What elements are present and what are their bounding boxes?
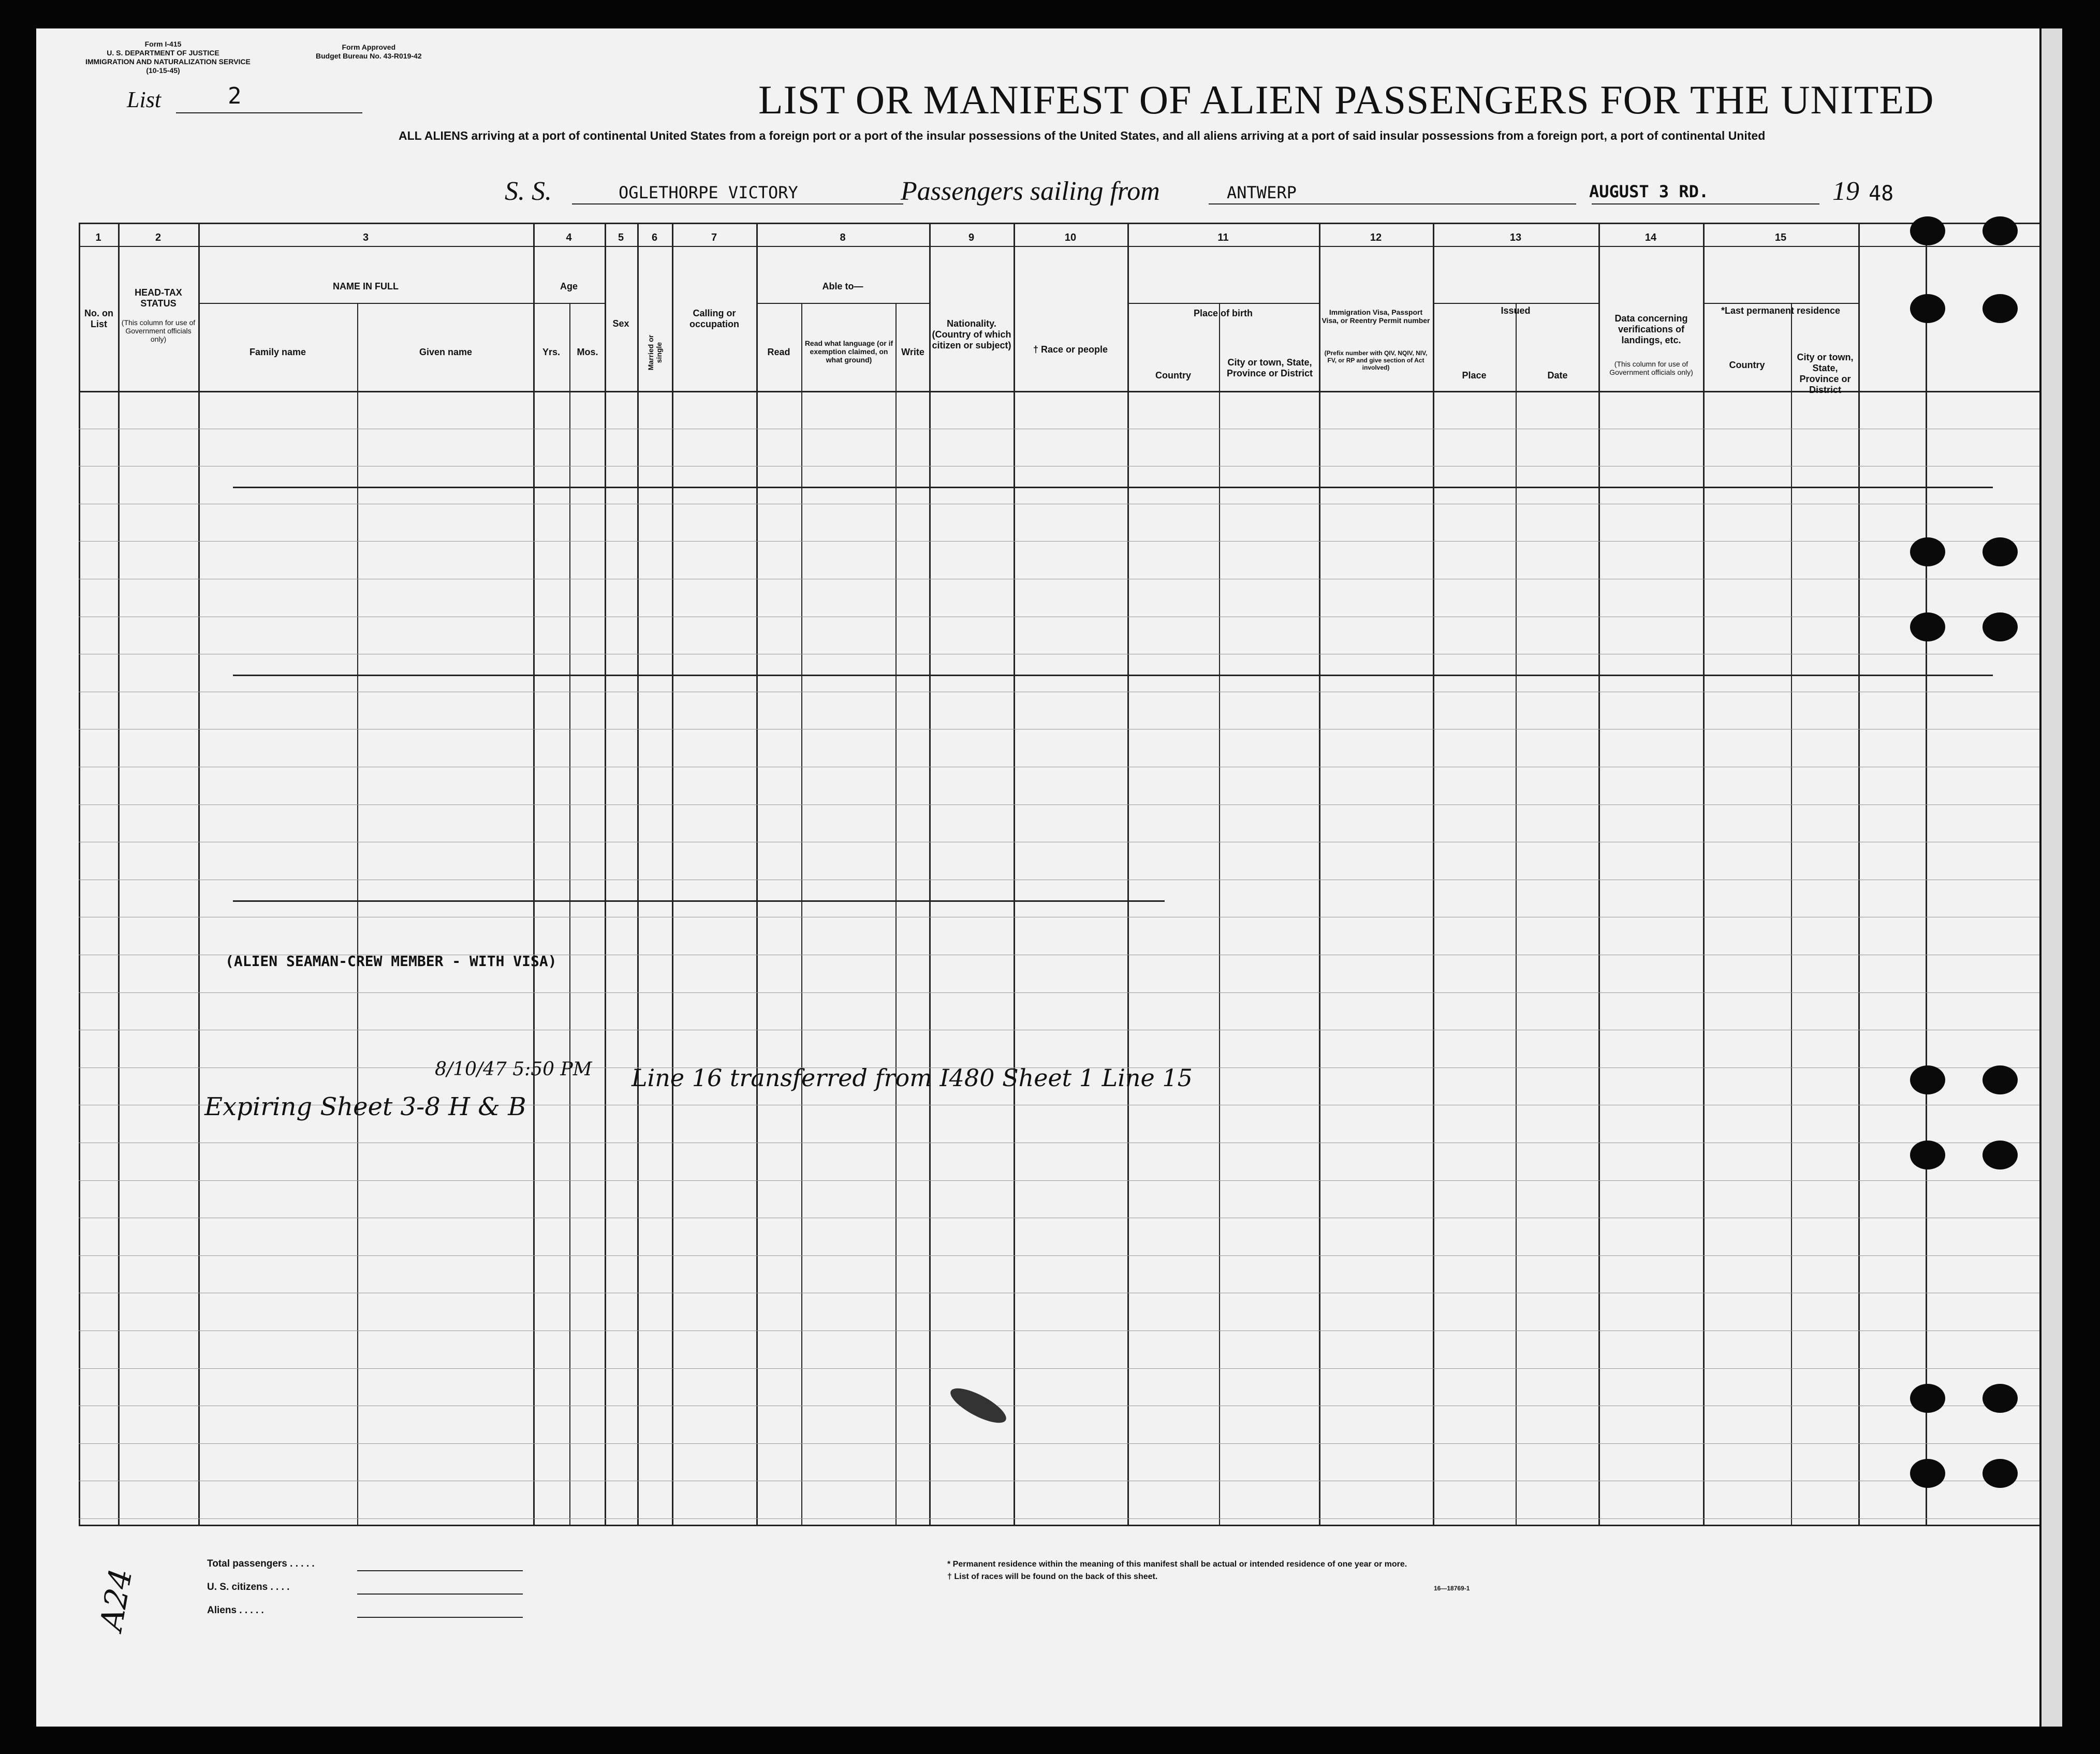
table-top-border: [79, 223, 2051, 224]
colnum-6: 6: [651, 232, 658, 243]
punch-hole: [1982, 1065, 2018, 1094]
subcol-residence: [1791, 303, 1792, 1525]
punch-hole: [1982, 1384, 2018, 1413]
punch-hole: [1910, 537, 1945, 566]
row-divider: [79, 1255, 2051, 1256]
punch-hole: [1910, 216, 1945, 245]
total-passengers-label: Total passengers . . . . .: [207, 1558, 315, 1569]
ship-underline: [572, 203, 903, 204]
hdr-yrs: Yrs.: [542, 347, 561, 357]
ss-label: S. S.: [505, 177, 552, 206]
punch-hole: [1982, 612, 2018, 641]
subhdr-birth: [1127, 303, 1319, 304]
subhdr-issued: [1433, 303, 1598, 304]
binder-edge: [2039, 28, 2062, 1727]
strike-line: [233, 675, 1993, 676]
hdr-read-what: Read what language (or if exemption claimed, on what ground): [804, 339, 893, 364]
strike-line: [233, 900, 1165, 902]
year-value: 48: [1869, 182, 1894, 206]
margin-note: A24: [93, 1566, 140, 1634]
col-line-5: [637, 223, 639, 1525]
subhdr-age: [533, 303, 605, 304]
footnote-races: † List of races will be found on the back of this sheet.: [947, 1572, 1158, 1581]
punch-hole: [1910, 294, 1945, 323]
col-line-3: [533, 223, 535, 1525]
col-line-7: [756, 223, 758, 1525]
hdr-sex: Sex: [612, 318, 629, 329]
list-underline: [176, 112, 362, 113]
timestamp-note: 8/10/47 5:50 PM: [435, 1059, 592, 1080]
subcol-write: [895, 303, 897, 1525]
hdr-visa-note: (Prefix number with QIV, NQIV, NIV, FV, or RP and give section of Act involved): [1324, 349, 1428, 371]
list-number: 2: [228, 83, 242, 109]
department: U. S. DEPARTMENT OF JUSTICE: [107, 49, 219, 57]
punch-hole: [1910, 1141, 1945, 1170]
col-line-left: [79, 223, 80, 1525]
subcol-read: [801, 303, 802, 1525]
form-approval: [316, 43, 422, 61]
punch-hole: [1982, 294, 2018, 323]
colnum-3: 3: [362, 232, 369, 243]
hdr-place-of-birth: Place of birth: [1193, 308, 1253, 318]
footnote-residence: * Permanent residence within the meaning of this manifest shall be actual or intended residence of one year or more.: [947, 1560, 1407, 1569]
col-line-4: [605, 223, 606, 1525]
ship-name: OGLETHORPE VICTORY: [619, 183, 798, 202]
col-line-2: [198, 223, 200, 1525]
page-subtitle: ALL ALIENS arriving at a port of continental United States from a foreign port or a port of the insular possessions of the United States, and all aliens arriving at a port of said insular possessions from a foreign port, a port of continental United: [399, 129, 1766, 142]
hdr-calling: Calling or occupation: [689, 308, 739, 329]
hdr-issued-place: Place: [1462, 370, 1487, 381]
row-divider: [79, 541, 2051, 542]
col-line-11: [1319, 223, 1320, 1525]
hdr-read: Read: [767, 347, 790, 357]
aliens-label: Aliens . . . . .: [207, 1605, 264, 1616]
header-bottom-border: [79, 391, 2051, 392]
hdr-birth-city: City or town, State, Province or District: [1226, 357, 1313, 378]
row-divider: [79, 1368, 2051, 1369]
col-line-15: [1858, 223, 1860, 1525]
hdr-head-tax: HEAD-TAX STATUS: [135, 287, 182, 309]
col-line-9: [1014, 223, 1015, 1525]
colnum-4: 4: [566, 232, 572, 243]
citizens-line: [357, 1594, 523, 1595]
hdr-head-tax-note: (This column for use of Government officials only): [121, 318, 196, 343]
colnum-11: 11: [1217, 232, 1229, 243]
colnum-1: 1: [95, 232, 101, 243]
hdr-issued-date: Date: [1547, 370, 1568, 381]
hdr-birth-country: Country: [1155, 370, 1191, 381]
table-bottom-border: [79, 1525, 2051, 1526]
port-name: ANTWERP: [1227, 183, 1297, 202]
row-divider: [79, 1518, 2051, 1519]
col-line-8: [929, 223, 931, 1525]
edition: (10-15-45): [146, 66, 180, 75]
hdr-issued: Issued: [1501, 305, 1531, 316]
year-prefix: 19: [1832, 177, 1859, 206]
col-line-6: [672, 223, 673, 1525]
punch-hole: [1982, 1141, 2018, 1170]
date-underline: [1592, 203, 1819, 204]
col-line-extra: [1926, 223, 1927, 1525]
subcol-family-given: [357, 303, 358, 1525]
aliens-line: [357, 1617, 523, 1618]
expiring-note: Expiring Sheet 3-8 H & B: [204, 1092, 526, 1121]
subcol-birth: [1219, 303, 1220, 1525]
print-code: 16—18769-1: [1434, 1585, 1470, 1592]
total-line: [357, 1570, 523, 1571]
punch-hole: [1910, 1384, 1945, 1413]
colnum-8: 8: [840, 232, 846, 243]
col-line-14: [1703, 223, 1705, 1525]
hdr-race: † Race or people: [1033, 344, 1108, 355]
hdr-nationality: Nationality. (Country of which citizen or subject): [932, 318, 1011, 350]
transfer-note: Line 16 transferred from I480 Sheet 1 Line 15: [632, 1064, 1193, 1092]
hdr-write: Write: [901, 347, 924, 357]
hdr-family-name: Family name: [249, 347, 306, 357]
form-info: [85, 40, 251, 75]
punch-hole: [1910, 1065, 1945, 1094]
row-divider: [79, 1443, 2051, 1444]
colnum-7: 7: [711, 232, 717, 243]
list-label: List: [127, 87, 161, 112]
port-underline: [1209, 203, 1576, 204]
subcol-issued: [1516, 303, 1517, 1525]
colnum-5: 5: [618, 232, 624, 243]
punch-hole: [1982, 216, 2018, 245]
col-line-1: [118, 223, 120, 1525]
sailing-date: AUGUST 3 RD.: [1589, 182, 1709, 201]
hdr-data-concerning: Data concerning verifications of landings, etc.: [1614, 313, 1688, 345]
strike-line: [233, 487, 1993, 488]
hdr-age: Age: [560, 281, 578, 291]
hdr-lr-country: Country: [1729, 360, 1765, 370]
colnum-12: 12: [1370, 232, 1382, 243]
page-title: LIST OR MANIFEST OF ALIEN PASSENGERS FOR THE UNITED: [758, 77, 1934, 122]
col-line-13: [1598, 223, 1600, 1525]
punch-hole: [1982, 537, 2018, 566]
manifest-sheet: [36, 28, 2060, 1727]
colnum-9: 9: [968, 232, 975, 243]
hdr-given-name: Given name: [419, 347, 473, 357]
form-number: Form I-415: [144, 40, 182, 48]
colnum-10: 10: [1064, 232, 1077, 243]
sailing-label: Passengers sailing from: [901, 177, 1160, 206]
hdr-last-residence: *Last permanent residence: [1721, 305, 1841, 316]
hdr-data-note: (This column for use of Government officials only): [1609, 360, 1693, 376]
budget-bureau: Budget Bureau No. 43-R019-42: [316, 52, 422, 60]
punch-hole: [1910, 1459, 1945, 1488]
punch-hole: [1982, 1459, 2018, 1488]
colnum-border: [79, 246, 2051, 247]
hdr-able-to: Able to—: [822, 281, 863, 291]
subhdr-residence: [1703, 303, 1858, 304]
col-line-12: [1433, 223, 1434, 1525]
colnum-13: 13: [1509, 232, 1522, 243]
hdr-mos: Mos.: [577, 347, 598, 357]
punch-hole: [1910, 612, 1945, 641]
colnum-14: 14: [1644, 232, 1657, 243]
subhdr-name: [198, 303, 533, 304]
form-approved: Form Approved: [342, 43, 396, 51]
col-line-10: [1127, 223, 1129, 1525]
row-divider: [79, 1180, 2051, 1181]
hdr-lr-city: City or town, State, Province or District: [1797, 352, 1854, 395]
subcol-yrs-mos: [569, 303, 570, 1525]
hdr-name-in-full: NAME IN FULL: [333, 281, 399, 291]
row-divider: [79, 992, 2051, 993]
service: IMMIGRATION AND NATURALIZATION SERVICE: [85, 57, 251, 66]
us-citizens-label: U. S. citizens . . . .: [207, 1582, 290, 1592]
subhdr-able: [756, 303, 929, 304]
colnum-15: 15: [1774, 232, 1787, 243]
hdr-married: Married or single: [647, 334, 663, 371]
alien-seaman-note: (ALIEN SEAMAN-CREW MEMBER - WITH VISA): [225, 953, 557, 970]
hdr-no-on-list: No. on List: [84, 308, 113, 329]
hdr-visa: Immigration Visa, Passport Visa, or Reentry Permit number: [1321, 308, 1430, 325]
colnum-2: 2: [155, 232, 161, 243]
